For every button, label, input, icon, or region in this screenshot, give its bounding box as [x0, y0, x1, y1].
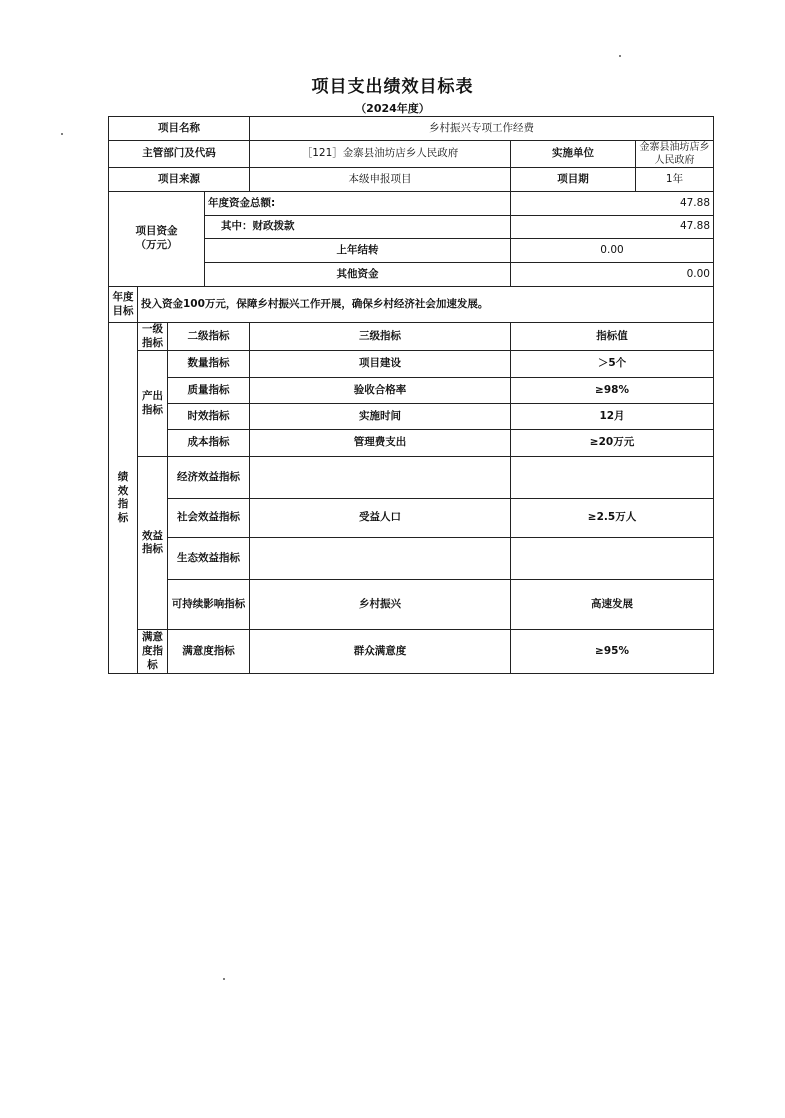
- table-row: [109, 457, 714, 499]
- row-department: [109, 141, 714, 168]
- value-header: 指标值: [511, 323, 714, 351]
- funds-fiscal-value: 47.88: [511, 216, 714, 239]
- level3-cell: [250, 538, 511, 580]
- level2-cell: 成本指标: [168, 430, 250, 457]
- level3-cell: 受益人口: [250, 499, 511, 538]
- project-source-label: 项目来源: [109, 168, 250, 192]
- funds-carryover-label: 上年结转: [205, 239, 511, 263]
- funds-other-value: 0.00: [511, 263, 714, 287]
- project-source-value: 本级申报项目: [250, 168, 511, 192]
- project-period-label: 项目期: [511, 168, 636, 192]
- row-funds-total: [109, 192, 714, 216]
- funds-total-label: 年度资金总额:: [205, 192, 511, 216]
- page-title: 项目支出绩效目标表: [311, 77, 474, 97]
- level2-cell: 经济效益指标: [168, 457, 250, 499]
- level1-header: 一级 指标: [138, 323, 168, 351]
- row-indicator-header: [109, 323, 714, 351]
- table-row: [109, 378, 714, 404]
- output-indicators-label: 产出 指标: [138, 351, 168, 457]
- table-row: [109, 404, 714, 430]
- row-annual-goal: [109, 287, 714, 323]
- value-cell: ≥20万元: [511, 430, 714, 457]
- value-cell: 高速发展: [511, 580, 714, 630]
- level3-cell: 验收合格率: [250, 378, 511, 404]
- scan-speck: [61, 133, 63, 135]
- funds-total-value: 47.88: [511, 192, 714, 216]
- project-name-label: 项目名称: [109, 117, 250, 141]
- level2-cell: 质量指标: [168, 378, 250, 404]
- funds-carryover-value: 0.00: [511, 239, 714, 263]
- project-funds-label: 项目资金 （万元）: [109, 192, 205, 287]
- performance-indicators-label: 绩 效 指 标: [109, 323, 138, 674]
- project-name-value: 乡村振兴专项工作经费: [250, 117, 714, 141]
- table-row: [109, 538, 714, 580]
- department-value: ［121］金寨县油坊店乡人民政府: [250, 141, 511, 168]
- level2-header: 二级指标: [168, 323, 250, 351]
- value-cell: [511, 538, 714, 580]
- table-row: [109, 630, 714, 674]
- satisfaction-indicators-label: 满意 度指 标: [138, 630, 168, 674]
- department-label: 主管部门及代码: [109, 141, 250, 168]
- funds-fiscal-label: 其中：财政拨款: [205, 216, 511, 239]
- annual-goal-label: 年度 目标: [109, 287, 138, 323]
- level3-cell: 群众满意度: [250, 630, 511, 674]
- implementing-unit-label: 实施单位: [511, 141, 636, 168]
- level2-cell: 时效指标: [168, 404, 250, 430]
- table-row: [109, 351, 714, 378]
- annual-goal-text: 投入资金100万元，保障乡村振兴工作开展，确保乡村经济社会加速发展。: [138, 287, 714, 323]
- value-cell: [511, 457, 714, 499]
- level2-cell: 社会效益指标: [168, 499, 250, 538]
- table-row: [109, 499, 714, 538]
- benefit-indicators-label: 效益 指标: [138, 457, 168, 630]
- value-cell: 12月: [511, 404, 714, 430]
- row-project-name: [109, 117, 714, 141]
- level3-header: 三级指标: [250, 323, 511, 351]
- row-source: [109, 168, 714, 192]
- scan-speck: [619, 55, 621, 57]
- scan-speck: [223, 978, 225, 980]
- value-cell: ≥2.5万人: [511, 499, 714, 538]
- table-row: [109, 580, 714, 630]
- value-cell: ≥98%: [511, 378, 714, 404]
- funds-other-label: 其他资金: [205, 263, 511, 287]
- project-period-value: 1年: [636, 168, 714, 192]
- value-cell: ≥95%: [511, 630, 714, 674]
- level3-cell: 管理费支出: [250, 430, 511, 457]
- performance-target-table: [108, 116, 714, 674]
- level3-cell: [250, 457, 511, 499]
- fiscal-year: （2024年度）: [355, 102, 430, 115]
- level2-cell: 满意度指标: [168, 630, 250, 674]
- implementing-unit-value: 金寨县油坊店乡人民政府: [636, 141, 714, 168]
- level2-cell: 数量指标: [168, 351, 250, 378]
- table-row: [109, 430, 714, 457]
- value-cell: ＞5个: [511, 351, 714, 378]
- level3-cell: 实施时间: [250, 404, 511, 430]
- level2-cell: 可持续影响指标: [168, 580, 250, 630]
- level3-cell: 乡村振兴: [250, 580, 511, 630]
- level3-cell: 项目建设: [250, 351, 511, 378]
- level2-cell: 生态效益指标: [168, 538, 250, 580]
